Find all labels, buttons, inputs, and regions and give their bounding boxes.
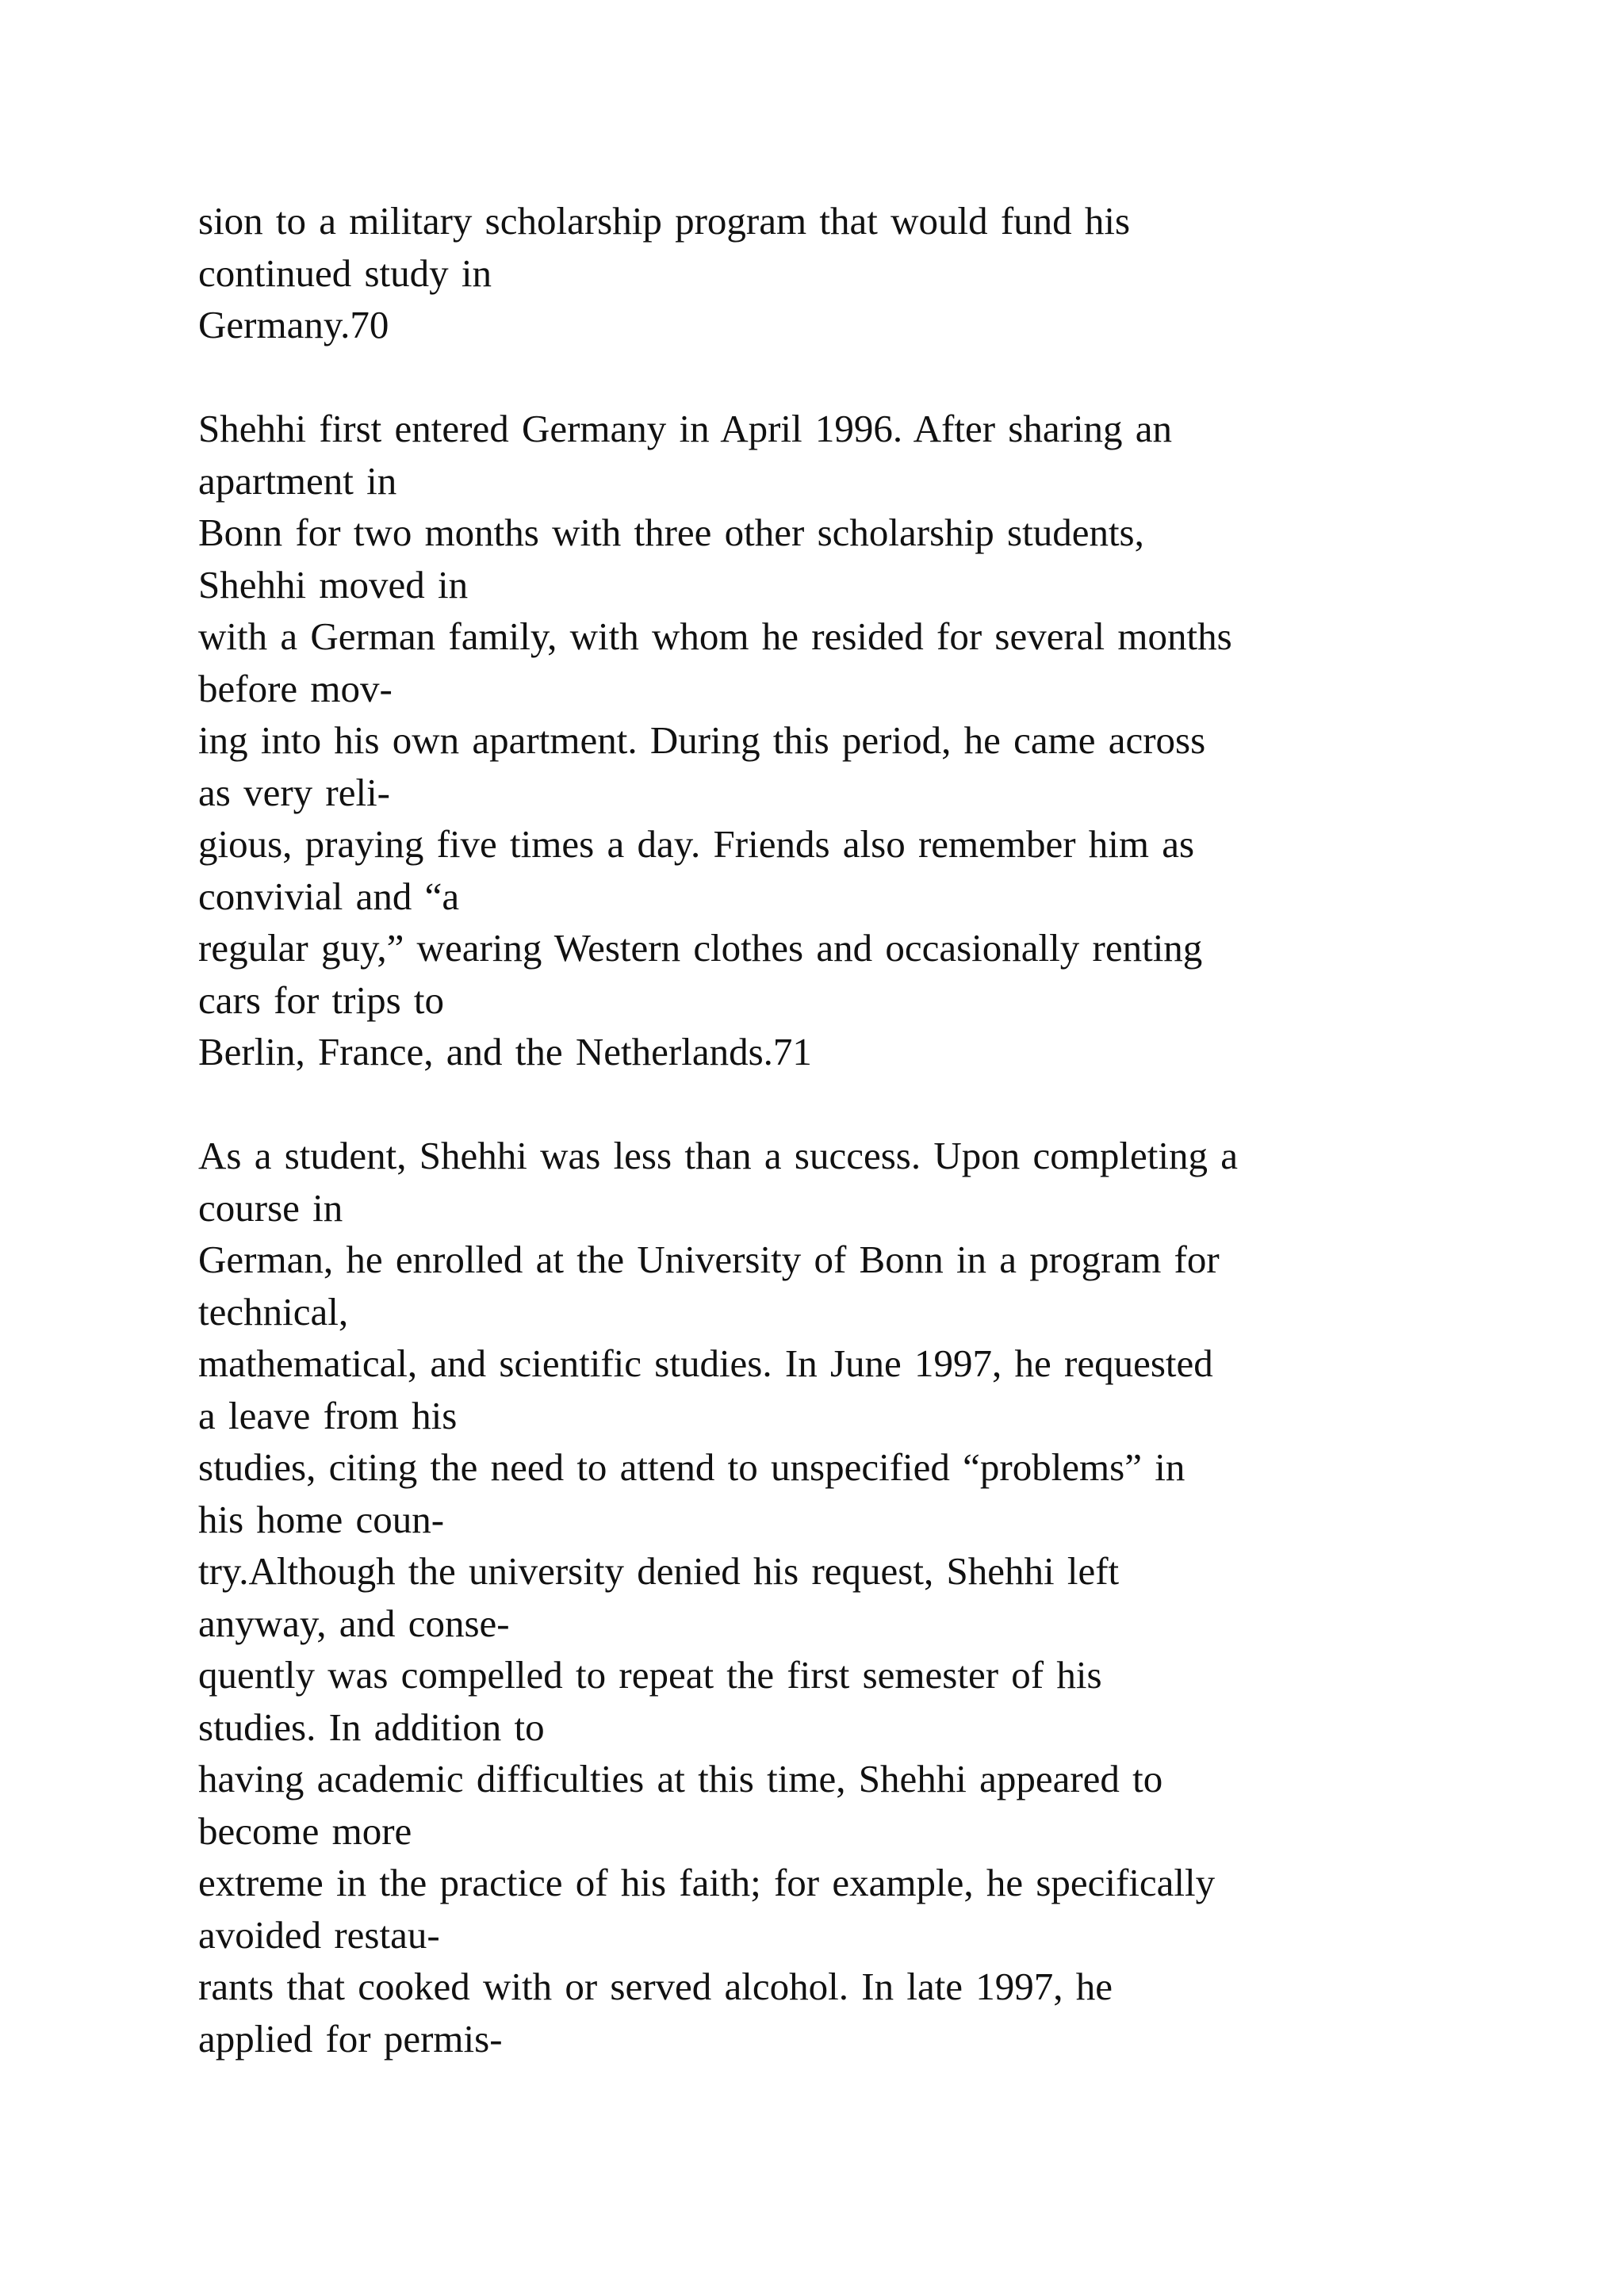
text-line: his home coun- (198, 1497, 445, 1541)
text-line: German, he enrolled at the University of Bonn in a program for (198, 1238, 1220, 1281)
text-line: mathematical, and scientific studies. In June 1997, he requested (198, 1341, 1213, 1385)
text-line: quently was compelled to repeat the first semester of his (198, 1653, 1102, 1697)
text-line: applied for permis- (198, 2016, 503, 2061)
text-line: try.Although the university denied his request, Shehhi left (198, 1549, 1120, 1593)
text-line: cars for trips to (198, 978, 444, 1022)
text-line: Berlin, France, and the Netherlands.71 (198, 1030, 812, 1073)
body-text (198, 195, 1530, 2064)
text-line: gious, praying five times a day. Friends also remember him as (198, 822, 1195, 866)
text-line: apartment in (198, 458, 397, 503)
text-line: a leave from his (198, 1393, 458, 1437)
text-line: extreme in the practice of his faith; for example, he specifically (198, 1861, 1216, 1904)
text-line: convivial and “a (198, 874, 460, 918)
text-line: Bonn for two months with three other scholarship students, (198, 511, 1144, 554)
text-line: technical, (198, 1289, 349, 1334)
text-line: Shehhi moved in (198, 562, 469, 607)
text-line: sion to a military scholarship program that would fund his (198, 199, 1131, 243)
text-line: regular guy,” wearing Western clothes and occasionally renting (198, 926, 1203, 970)
text-line: Germany.70 (198, 303, 389, 346)
text-line: anyway, and conse- (198, 1601, 510, 1645)
text-line: studies. In addition to (198, 1705, 545, 1749)
text-line: rants that cooked with or served alcohol. In late 1997, he (198, 1965, 1113, 2008)
text-line: as very reli- (198, 770, 390, 814)
text-line: with a German family, with whom he resided for several months (198, 614, 1232, 658)
text-line: course in (198, 1185, 343, 1230)
text-line: before mov- (198, 666, 393, 710)
text-line: avoided restau- (198, 1912, 440, 1957)
paragraph-2 (198, 403, 1530, 1078)
paragraph-3 (198, 1130, 1530, 2064)
text-line: become more (198, 1808, 412, 1853)
text-line: studies, citing the need to attend to unspecified “problems” in (198, 1445, 1185, 1489)
text-line: continued study in (198, 251, 492, 295)
paragraph-1 (198, 195, 1530, 351)
text-line: Shehhi first entered Germany in April 1996. After sharing an (198, 407, 1173, 450)
text-line: ing into his own apartment. During this period, he came across (198, 718, 1206, 762)
text-line: having academic difficulties at this time, Shehhi appeared to (198, 1757, 1163, 1800)
text-line: As a student, Shehhi was less than a success. Upon completing a (198, 1134, 1238, 1177)
